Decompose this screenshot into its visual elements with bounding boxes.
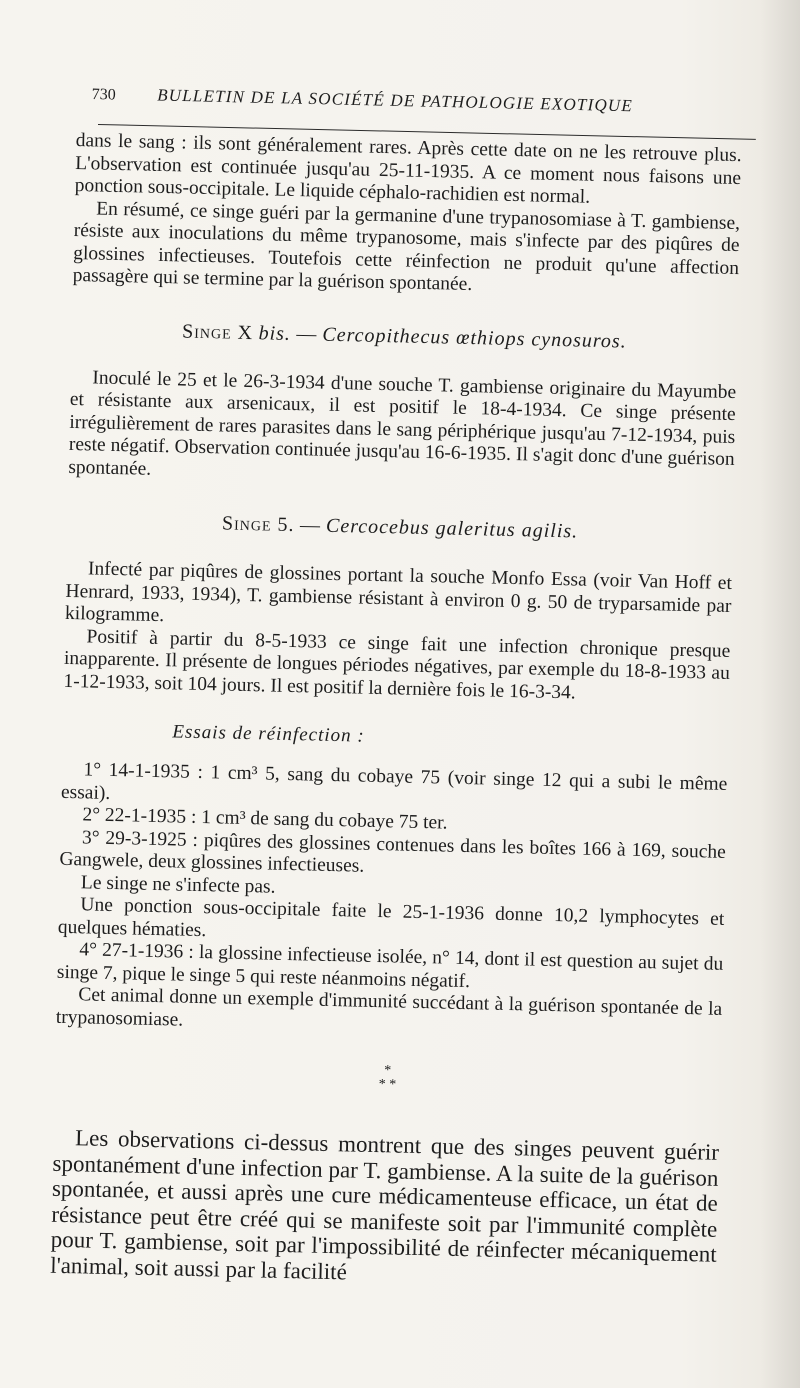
paragraph-summary: En résumé, ce singe guéri par la germanine d'une trypanosomiase à T. gambiense, résiste aux inoculations du même trypanosome, mais s'infecte par des piqûres de glossines infectieuses. Toutefois cette réinfection ne produit qu'une affection passagère qui se termine par la guérison spontanée. [72,197,741,296]
page-number: 730 [91,85,116,104]
section-separator-stars [54,1057,720,1100]
paragraph-singe-5-infection: Infecté par piqûres de glossines portant la souche Monfo Essa (voir Van Hoff et Henrard, 1933, 1934), T. gambiense résistant à environ 0 g. 50 de tryparsamide par kilogramme. [64,558,733,627]
essai-item: Cet animal donne un exemple d'immunité succédant à la guérison spontanée de la trypanosomiase. [55,984,723,1031]
essai-item: 4° 27-1-1936 : la glossine infectieuse isolée, n° 14, dont il est question au sujet du singe 7, pique le singe 5 qui reste néanmoins négatif. [56,939,724,992]
page-body [50,130,742,1293]
paragraph-singe-5-positif: Positif à partir du 8-5-1933 ce singe fait une infection chronique presque inapparente. Il présente de longues périodes négatives, par exemple du 18-8-1933 au 1-12-1933, soit 104 jours. Il est positif la dernière fois le 16-3-34. [63,625,731,703]
running-header [92,84,752,119]
paragraph-conclusion: Les observations ci-dessus montrent que des singes peuvent guérir spontanément d'une infection par T. gambiense. A la suite de la guérison spontanée, et aussi après une cure médicamenteuse efficace, un état de résistance peut être créé qui se manifeste soit par l'immunité complète pour T. gambiense, soit par l'impossibilité de réinfecter mécaniquement l'animal, soit aussi par la facilité [49,1125,720,1284]
essai-item: Le singe ne s'infecte pas. [80,871,276,898]
heading-bis: bis. [258,321,292,345]
conclusion-block [50,1125,719,1293]
essai-item: 3° 29-3-1925 : piqûres des glossines contenues dans les boîtes 166 à 169, souche Gangwele, deux glossines infectieuses. [59,826,727,877]
heading-species: Cercopithecus œthiops cynosuros. [322,323,627,353]
paragraph-continuation: dans le sang : ils sont généralement rares. Après cette date on ne les retrouve plus. L'observation est continuée jusqu'au 25-11-1935. A ce moment nous faisons une ponction sous-occipitale. Le liquide céphalo-rachidien est normal. [74,130,742,208]
heading-species: Cercocebus galeritus agilis. [325,514,579,543]
star-bottom: * * [378,1077,397,1093]
essais-title: Essais de réinfection : [172,721,365,747]
essai-item: Une ponction sous-occipitale faite le 25-1-1936 donne 10,2 lymphocytes et quelques hématies. [57,894,725,941]
heading-dash: — [299,514,321,537]
running-title: BULLETIN DE LA SOCIÉTÉ DE PATHOLOGIE EXOTIQUE [157,85,634,116]
essai-item: 1° 14-1-1935 : 1 cm³ 5, sang du cobaye 75 (voir singe 12 qui a subi le même essai). [60,759,728,804]
paragraph-singe-x-bis: Inoculé le 25 et le 26-3-1934 d'une souche T. gambiense originaire du Mayumbe et résistante aux arsenicaux, il est positif le 18-4-1934. Ce singe présente irrégulièrement de rares parasites dans le sang périphérique jusqu'au 7-12-1934, puis reste négatif. Observation continuée jusqu'au 16-6-1935. Il s'agit donc d'une guérison spontanée. [68,366,737,480]
heading-label: Singe 5. [221,512,295,537]
section-heading-singe-x-bis [71,317,737,355]
essai-item: 2° 22-1-1935 : 1 cm³ de sang du cobaye 75 ter. [82,804,448,834]
heading-label: Singe X [181,319,254,344]
heading-dash: — [296,322,318,346]
section-heading-singe-5 [67,509,733,547]
star-top: * [384,1063,392,1079]
